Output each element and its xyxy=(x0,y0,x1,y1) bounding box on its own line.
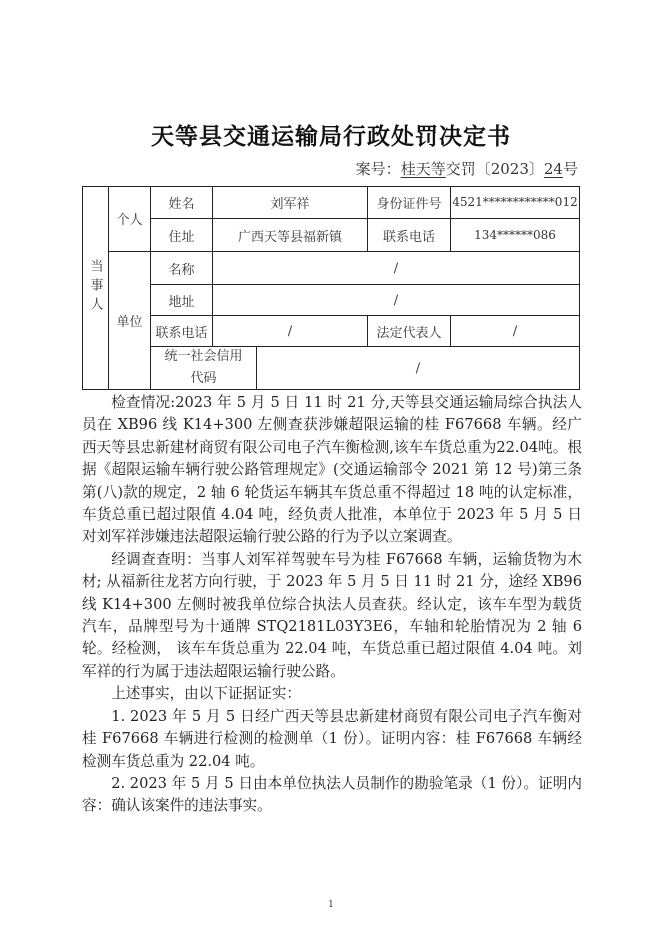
case-number-middle: 交罚〔2023〕 xyxy=(445,160,544,178)
paragraph-evidence-2: 2. 2023 年 5 月 5 日由本单位执法人员制作的勘验笔录（1 份）。证明内容：确认该案件的违法事实。 xyxy=(82,774,582,815)
credit-code-label xyxy=(151,347,257,390)
unit-address-value: / xyxy=(213,285,580,316)
case-number-value: 24 xyxy=(543,160,563,178)
address-value: 广西天等县福新镇 xyxy=(213,219,368,252)
paragraph-inspection: 检查情况:2023 年 5 月 5 日 11 时 21 分,天等县交通运输局综合执法人员在 XB96 线 K14+300 左侧查获涉嫌超限运输的桂 F67668 车辆。经广西天等县忠新建材商贸有限公司电子汽车衡检测,该车车货总重为22.04吨。根据《超限运输车辆行驶公路管理规定》(交通运输部令 2021 第 12 号)第三条第(八)款的规定，2 轴 6 轮货运车辆其车货总重不得超过 18 吨的认定标准，车货总重已超过限值 4.04 吨，经负责人批准，本单位于 2023 年 5 月 5 日对刘军祥涉嫌违法超限运输行驶公路的行为予以立案调查。 xyxy=(82,394,582,546)
case-number-suffix: 号 xyxy=(562,160,578,178)
unit-address-label: 地址 xyxy=(151,285,213,316)
credit-code-value: / xyxy=(257,347,580,390)
paragraph-evidence-1: 1. 2023 年 5 月 5 日经广西天等县忠新建材商贸有限公司电子汽车衡对桂 F67668 车辆进行检测的检测单（1 份）。证明内容：桂 F67668 车辆经检测车货总重为 22.04 吨。 xyxy=(82,707,582,770)
phone-label: 联系电话 xyxy=(368,219,451,252)
credit-code-label-line2: 代码 xyxy=(190,371,217,386)
legal-rep-value: / xyxy=(451,316,580,347)
document-title: 天等县交通运输局行政处罚决定书 xyxy=(151,124,511,150)
unit-name-label: 名称 xyxy=(151,252,213,285)
case-number xyxy=(356,158,578,179)
individual-label: 个人 xyxy=(109,186,151,252)
id-value: 4521************012 xyxy=(451,186,580,219)
party-label: 当事人 xyxy=(82,186,109,390)
name-value: 刘军祥 xyxy=(213,186,368,219)
document-body xyxy=(82,392,582,818)
unit-label: 单位 xyxy=(109,252,151,390)
party-info-table xyxy=(82,186,580,390)
unit-phone-value: / xyxy=(213,316,368,347)
case-number-prefix: 桂天等 xyxy=(400,160,446,178)
page-number: 1 xyxy=(328,900,334,910)
name-label: 姓名 xyxy=(151,186,213,219)
credit-code-label-line1: 统一社会信用 xyxy=(164,349,243,364)
case-number-label: 案号： xyxy=(355,160,401,178)
unit-name-value: / xyxy=(213,252,580,285)
unit-phone-label: 联系电话 xyxy=(151,316,213,347)
paragraph-investigation: 经调查查明：当事人刘军祥驾驶车号为桂 F67668 车辆，运输货物为木材; 从福新往龙茗方向行驶，于 2023 年 5 月 5 日 11 时 21 分，途经 XB96 线 K14+300 左侧时被我单位综合执法人员查获。经认定，该车车型为载货汽车，品牌型号为十通牌 STQ2181L03Y3E6，车轴和轮胎情况为 2 轴 6 轮。经检测， 该车车货总重为 22.04 吨，车货总重已超过限值 4.04 吨。刘军祥的行为属于违法超限运输行驶公路。 xyxy=(82,550,582,680)
address-label: 住址 xyxy=(151,219,213,252)
phone-value: 134******086 xyxy=(451,219,580,252)
legal-rep-label: 法定代表人 xyxy=(368,316,451,347)
id-label: 身份证件号 xyxy=(368,186,451,219)
paragraph-evidence-intro: 上述事实，由以下证据证实： xyxy=(111,685,301,703)
